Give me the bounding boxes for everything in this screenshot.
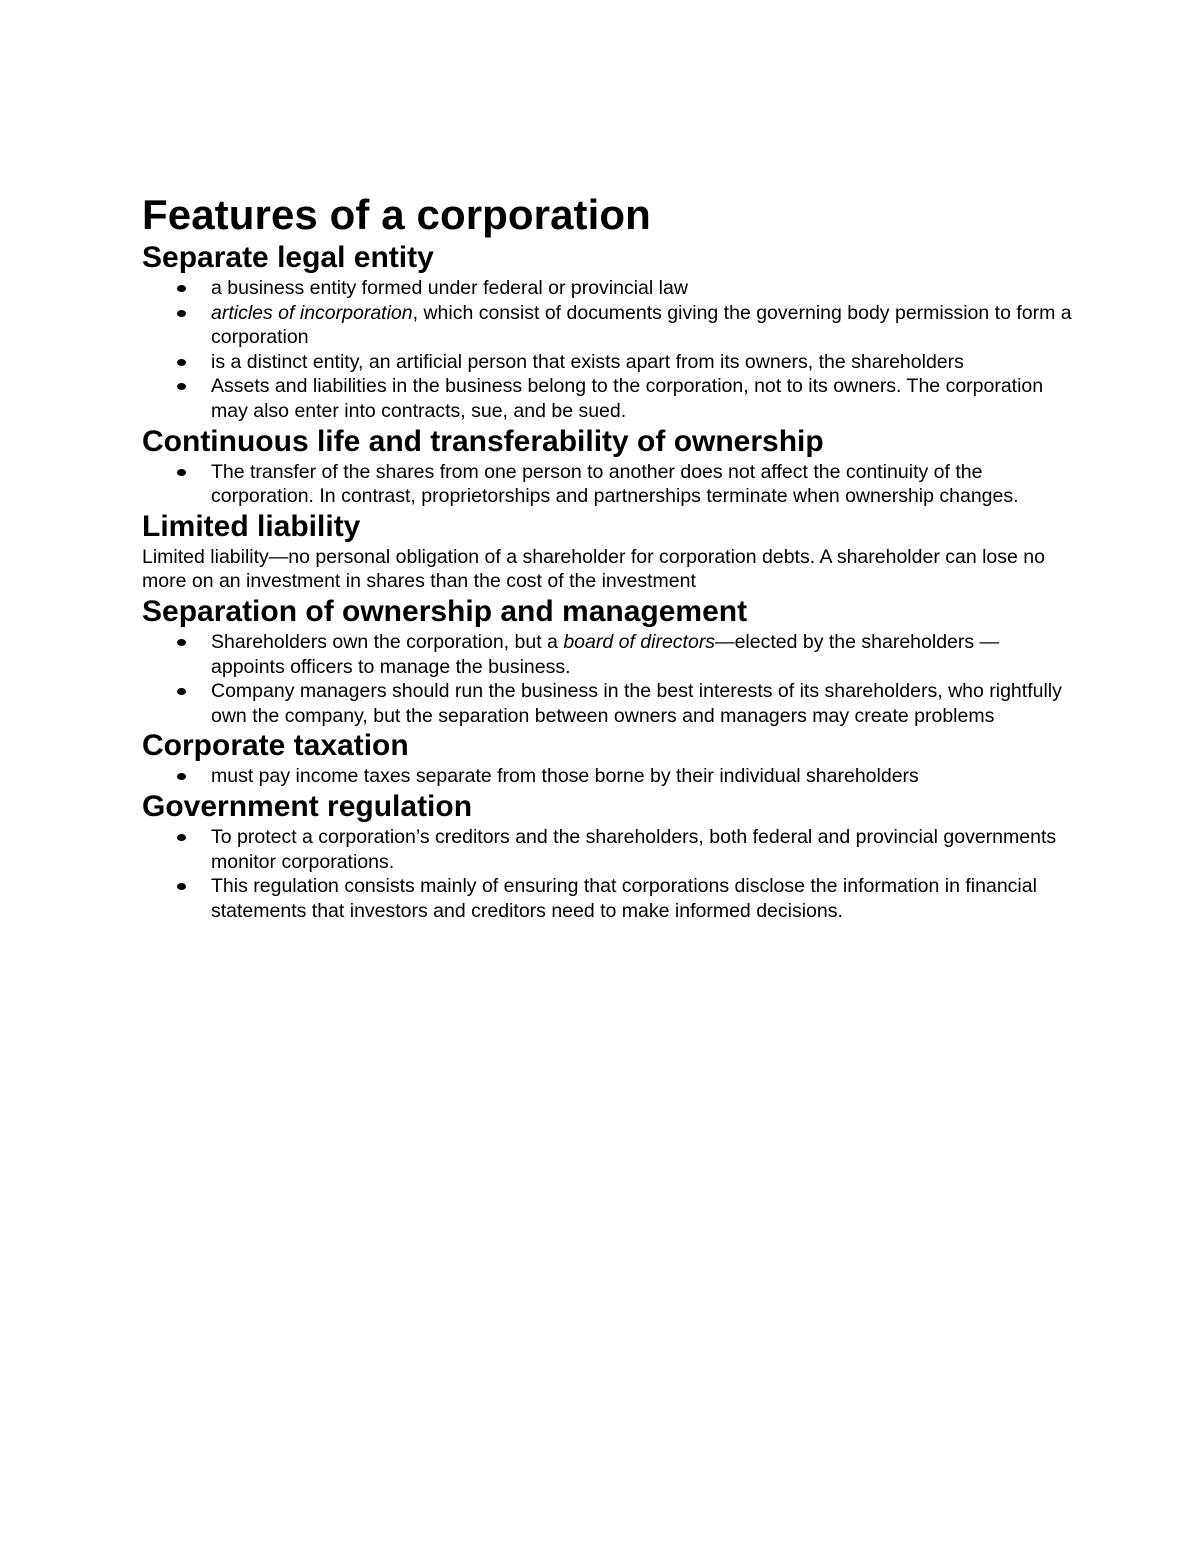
section-heading-government-regulation: Government regulation <box>142 789 473 823</box>
section-heading-continuous-life: Continuous life and transferability of ownership <box>142 424 824 458</box>
list-item-text: , which consist of documents giving the governing body permission to form a corporation <box>211 301 1072 349</box>
list-item-text: must pay income taxes separate from those borne by their individual shareholders <box>211 765 919 788</box>
list-item-text: Shareholders own the corporation, but a <box>211 630 564 653</box>
italic-term: board of directors <box>563 630 716 653</box>
bullet-icon <box>177 834 186 841</box>
bullet-icon <box>177 310 186 317</box>
list-item <box>142 764 1072 789</box>
list-item-text: This regulation consists mainly of ensuring that corporations disclose the information in financial statements that investors and creditors need to make informed decisions. <box>211 875 1037 922</box>
list-item-text: a business entity formed under federal or provincial law <box>211 277 688 299</box>
bullet-icon <box>177 285 186 292</box>
bullet-icon <box>177 359 186 366</box>
italic-term: articles of incorporation <box>211 301 413 324</box>
bullet-icon <box>177 383 186 390</box>
page-title: Features of a corporation <box>142 191 651 238</box>
list-item-text: The transfer of the shares from one person to another does not affect the continuity of the corporation. In contrast, proprietorships and partnerships terminate when ownership changes. <box>211 460 1019 508</box>
list-item <box>142 630 1072 679</box>
document-page <box>142 190 1072 923</box>
bullet-icon <box>177 639 186 646</box>
list-item <box>142 350 1072 375</box>
list-item-text: —elected by the shareholders —appoints officers to manage the business. <box>211 630 1000 678</box>
bullet-list-separate-legal-entity <box>142 276 1072 424</box>
bullet-icon <box>177 883 186 890</box>
list-item <box>142 460 1072 509</box>
paragraph-limited-liability: Limited liability—no personal obligation of a shareholder for corporation debts. A shareholder can lose no more on an investment in shares than the cost of the investment <box>142 545 1045 593</box>
bullet-list-continuous-life <box>142 460 1072 509</box>
bullet-list-separation-ownership <box>142 630 1072 728</box>
list-item <box>142 276 1072 301</box>
bullet-icon <box>177 688 186 695</box>
bullet-list-government-regulation <box>142 825 1072 923</box>
list-item-text: is a distinct entity, an artificial person that exists apart from its owners, the shareholders <box>211 350 964 373</box>
list-item-text: Assets and liabilities in the business belong to the corporation, not to its owners. The corporation may also enter into contracts, sue, and be sued. <box>211 375 1044 422</box>
section-heading-separation-ownership: Separation of ownership and management <box>142 594 748 628</box>
list-item-text: Company managers should run the business in the best interests of its shareholders, who rightfully own the company, but the separation between owners and managers may create problems <box>211 680 1062 727</box>
list-item-text: To protect a corporation’s creditors and the shareholders, both federal and provincial governments monitor corporations. <box>211 825 1057 873</box>
section-heading-limited-liability: Limited liability <box>142 509 361 543</box>
bullet-icon <box>177 773 186 780</box>
bullet-icon <box>177 469 186 476</box>
list-item <box>142 301 1072 350</box>
section-heading-separate-legal-entity: Separate legal entity <box>142 241 434 274</box>
list-item <box>142 374 1072 423</box>
list-item <box>142 679 1072 728</box>
section-heading-corporate-taxation: Corporate taxation <box>142 729 409 763</box>
list-item <box>142 874 1072 923</box>
bullet-list-corporate-taxation <box>142 764 1072 789</box>
list-item <box>142 825 1072 874</box>
